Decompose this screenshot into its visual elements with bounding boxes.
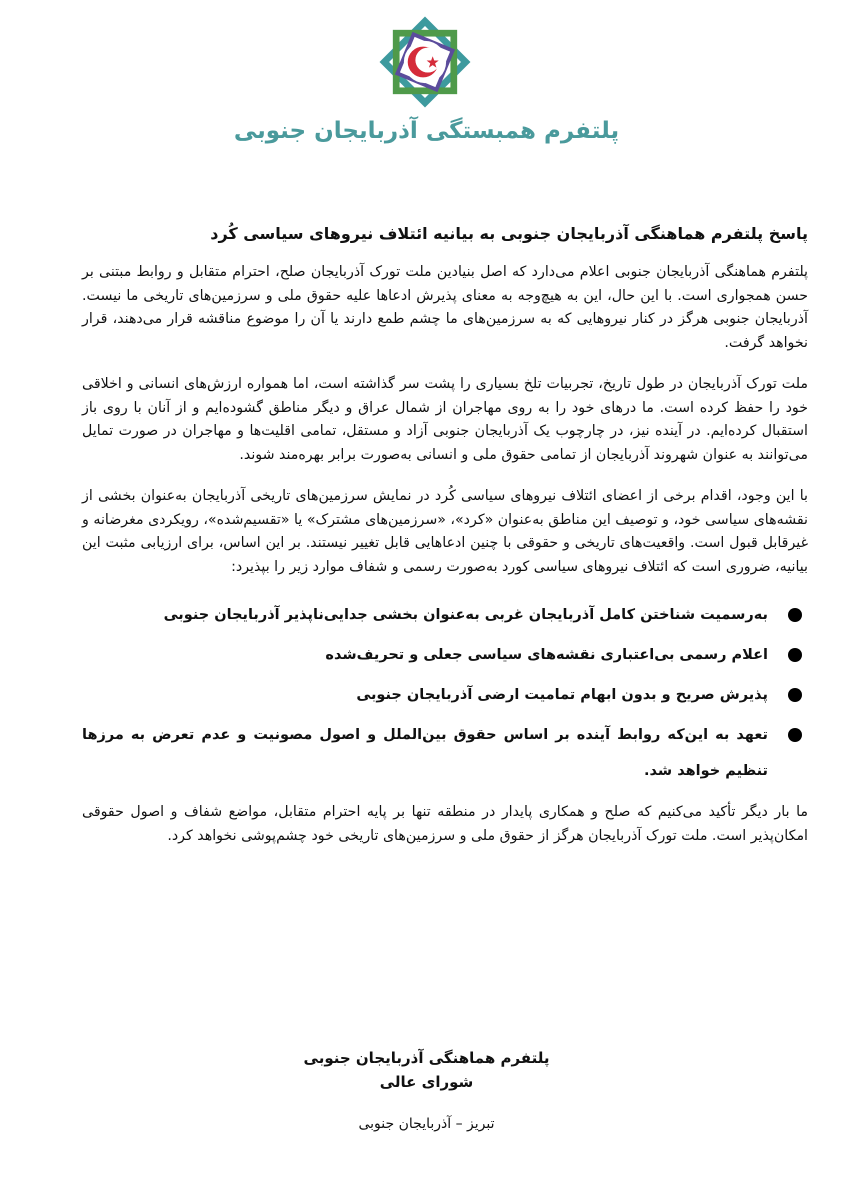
demand-text: اعلام رسمی بی‌اعتباری نقشه‌های سیاسی جعلی و تحریف‌شده bbox=[325, 647, 768, 663]
signature-org: پلتفرم هماهنگی آذربایجان جنوبی bbox=[303, 1049, 550, 1067]
demand-item bbox=[82, 677, 808, 713]
paragraph-1: پلتفرم هماهنگی آذربایجان جنوبی اعلام می‌دارد که اصل بنیادین ملت تورک آذربایجان صلح، احترام متقابل و روابط مبتنی بر حسن همجواری است. با این حال، این به هیچ‌وجه به معنای پذیرش ادعاها علیه حقوق ملی و سرزمین‌های تاریخی ما نیست. آذربایجان جنوبی هرگز در کنار نیروهایی که به سرزمین‌های ما چشم طمع دارند یا آن را موضوع مناقشه قرار می‌دهند، قرار نخواهد گرفت. bbox=[82, 264, 808, 351]
demand-item bbox=[82, 717, 808, 789]
bullet-icon bbox=[788, 608, 802, 622]
letter-body bbox=[82, 224, 808, 866]
paragraph-2: ملت تورک آذربایجان در طول تاریخ، تجربیات تلخ بسیاری را پشت سر گذاشته است، اما همواره ارزش‌های انسانی و اخلاقی خود را حفظ کرده است. ما درهای خود را به روی مهاجران از شمال عراق و دیگر مناطق گشوده‌ایم و از آنان با روی باز استقبال کرده‌ایم. در آینده نیز، در چارچوب یک آذربایجان جنوبی آزاد و مستقل، تمامی اقلیت‌ها و مهاجران در صورت تمایل می‌توانند به عنوان شهروند آذربایجان از تمامی حقوق ملی و انسانی به‌صورت برابر بهره‌مند شوند. bbox=[82, 376, 808, 463]
demand-item bbox=[82, 637, 808, 673]
letter-headline: پاسخ پلتفرم هماهنگی آذربایجان جنوبی به بیانیه ائتلاف نیروهای سیاسی کُرد bbox=[210, 224, 808, 243]
demand-item bbox=[82, 597, 808, 633]
bullet-icon bbox=[788, 728, 802, 742]
bullet-icon bbox=[788, 648, 802, 662]
bullet-icon bbox=[788, 688, 802, 702]
demands-list bbox=[82, 597, 808, 789]
star-crescent-logo-icon bbox=[377, 14, 473, 110]
signature-place: تبریز – آذربایجان جنوبی bbox=[358, 1116, 495, 1132]
signature-block bbox=[0, 1046, 853, 1132]
demand-text: پذیرش صریح و بدون ابهام تمامیت ارضی آذربایجان جنوبی bbox=[356, 687, 768, 703]
signature-council: شورای عالی bbox=[379, 1073, 474, 1091]
demand-text: به‌رسمیت شناختن کامل آذربایجان غربی به‌عنوان بخشی جدایی‌ناپذیر آذربایجان جنوبی bbox=[163, 607, 768, 623]
paragraph-3: با این وجود، اقدام برخی از اعضای ائتلاف نیروهای سیاسی کُرد در نمایش سرزمین‌های تاریخی آذربایجان به‌عنوان بخشی از نقشه‌های سیاسی خود، و توصیف این مناطق به‌عنوان «کرد»، «سرزمین‌های مشترک» یا «تقسیم‌شده»، رویکردی مغرضانه و غیرقابل قبول است. واقعیت‌های تاریخی و حقوقی با چنین ادعاهایی قابل تغییر نیستند. بر این اساس، برای ارزیابی مثبت این بیانیه، ضروری است که ائتلاف نیروهای سیاسی کورد به‌صورت رسمی و شفاف موارد زیر را بپذیرد: bbox=[82, 488, 808, 575]
demand-text: تعهد به این‌که روابط آینده بر اساس حقوق بین‌الملل و اصول مصونیت و عدم تعرض به مرزها تنظیم خواهد شد. bbox=[82, 727, 768, 779]
closing-paragraph: ما بار دیگر تأکید می‌کنیم که صلح و همکاری پایدار در منطقه تنها بر پایه احترام متقابل، مواضع شفاف و اصول حقوقی امکان‌پذیر است. ملت تورک آذربایجان هرگز از حقوق ملی و سرزمین‌های تاریخی خود چشم‌پوشی نخواهد کرد. bbox=[82, 804, 808, 844]
org-title: پلتفرم همبستگی آذربایجان جنوبی bbox=[233, 118, 620, 144]
